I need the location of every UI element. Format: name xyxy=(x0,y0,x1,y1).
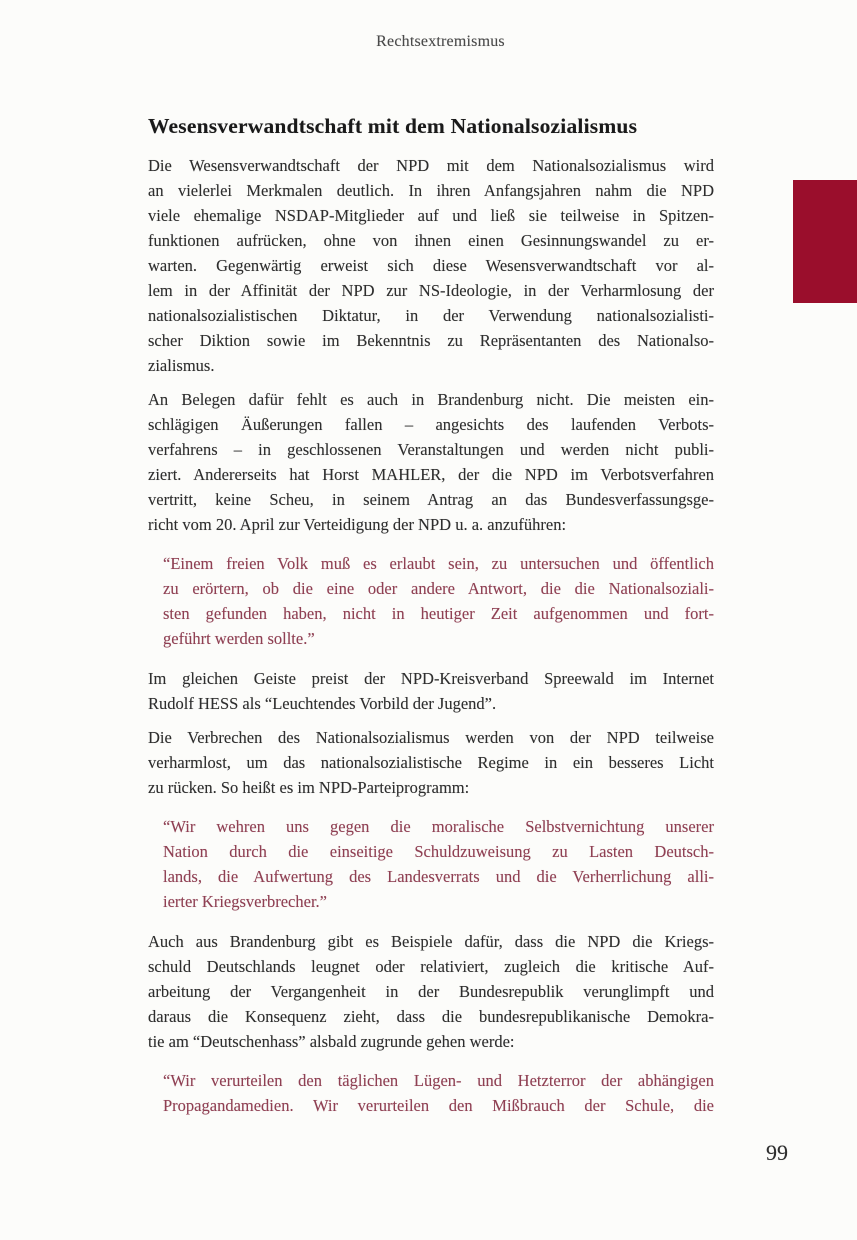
text-line: vertritt, keine Scheu, in seinem Antrag an das Bundesverfassungsge- xyxy=(148,490,714,509)
quotation xyxy=(148,551,714,651)
text-line: “Wir wehren uns gegen die moralische Selbstvernichtung unserer xyxy=(163,817,714,836)
running-header: Rechtsextremismus xyxy=(376,33,505,50)
text-line: Nation durch die einseitige Schuldzuweisung zu Lasten Deutsch- xyxy=(163,842,714,861)
text-line: schuld Deutschlands leugnet oder relativiert, zugleich die kritische Auf- xyxy=(148,957,714,976)
text-line: lem in der Affinität der NPD zur NS-Ideologie, in der Verharmlosung der xyxy=(148,281,714,300)
section-title: Wesensverwandtschaft mit dem Nationalsozialismus xyxy=(148,114,638,138)
text-line: Im gleichen Geiste preist der NPD-Kreisverband Spreewald im Internet xyxy=(148,669,714,688)
text-line: An Belegen dafür fehlt es auch in Brandenburg nicht. Die meisten ein- xyxy=(148,390,714,409)
text-line: funktionen aufrücken, ohne von ihnen einen Gesinnungswandel zu er- xyxy=(148,231,714,250)
text-line: warten. Gegenwärtig erweist sich diese Wesensverwandtschaft vor al- xyxy=(148,256,714,275)
text-line: arbeitung der Vergangenheit in der Bundesrepublik verunglimpft und xyxy=(148,982,714,1001)
page-number: 99 xyxy=(766,1140,788,1165)
section-thumb-tab xyxy=(793,180,857,303)
paragraph xyxy=(148,725,714,800)
paragraph xyxy=(148,387,714,537)
text-line: scher Diktion sowie im Bekenntnis zu Repräsentanten des Nationalso- xyxy=(148,331,714,350)
text-line: “Einem freien Volk muß es erlaubt sein, zu untersuchen und öffentlich xyxy=(163,554,714,573)
paragraph xyxy=(148,666,714,716)
quotation xyxy=(148,1068,714,1118)
text-line: daraus die Konsequenz zieht, dass die bundesrepublikanische Demokra- xyxy=(148,1007,714,1026)
text-line: zu rücken. So heißt es im NPD-Parteiprogramm: xyxy=(148,778,470,797)
text-line: Die Verbrechen des Nationalsozialismus werden von der NPD teilweise xyxy=(148,728,714,747)
text-line: ziert. Andererseits hat Horst MAHLER, der die NPD im Verbotsverfahren xyxy=(148,465,714,484)
text-line: richt vom 20. April zur Verteidigung der NPD u. a. anzuführen: xyxy=(148,515,567,534)
text-line: Auch aus Brandenburg gibt es Beispiele dafür, dass die NPD die Kriegs- xyxy=(148,932,714,951)
text-line: verharmlost, um das nationalsozialistische Regime in ein besseres Licht xyxy=(148,753,714,772)
paragraph xyxy=(148,929,714,1054)
text-line: an vielerlei Merkmalen deutlich. In ihren Anfangsjahren nahm die NPD xyxy=(148,181,714,200)
text-line: zu erörtern, ob die eine oder andere Antwort, die die Nationalsoziali- xyxy=(163,579,714,598)
text-line: lands, die Aufwertung des Landesverrats und die Verherrlichung alli- xyxy=(163,867,714,886)
text-line: ierter Kriegsverbrecher.” xyxy=(163,892,327,911)
paragraph xyxy=(148,153,714,378)
text-line: viele ehemalige NSDAP-Mitglieder auf und ließ sie teilweise in Spitzen- xyxy=(148,206,714,225)
text-line: sten gefunden haben, nicht in heutiger Zeit aufgenommen und fort- xyxy=(163,604,714,623)
text-line: “Wir verurteilen den täglichen Lügen- und Hetzterror der abhängigen xyxy=(163,1071,714,1090)
text-line: tie am “Deutschenhass” alsbald zugrunde gehen werde: xyxy=(148,1032,515,1051)
text-line: nationalsozialistischen Diktatur, in der Verwendung nationalsozialisti- xyxy=(148,306,714,325)
text-line: geführt werden sollte.” xyxy=(163,629,315,648)
text-line: verfahrens – in geschlossenen Veranstaltungen und werden nicht publi- xyxy=(148,440,714,459)
text-line: Rudolf HESS als “Leuchtendes Vorbild der Jugend”. xyxy=(148,694,497,713)
text-line: schlägigen Äußerungen fallen – angesichts des laufenden Verbots- xyxy=(148,415,714,434)
text-line: zialismus. xyxy=(148,356,215,375)
text-column xyxy=(148,112,714,1133)
text-line: Die Wesensverwandtschaft der NPD mit dem Nationalsozialismus wird xyxy=(148,156,714,175)
text-line: Propagandamedien. Wir verurteilen den Mißbrauch der Schule, die xyxy=(163,1096,714,1115)
quotation xyxy=(148,814,714,914)
